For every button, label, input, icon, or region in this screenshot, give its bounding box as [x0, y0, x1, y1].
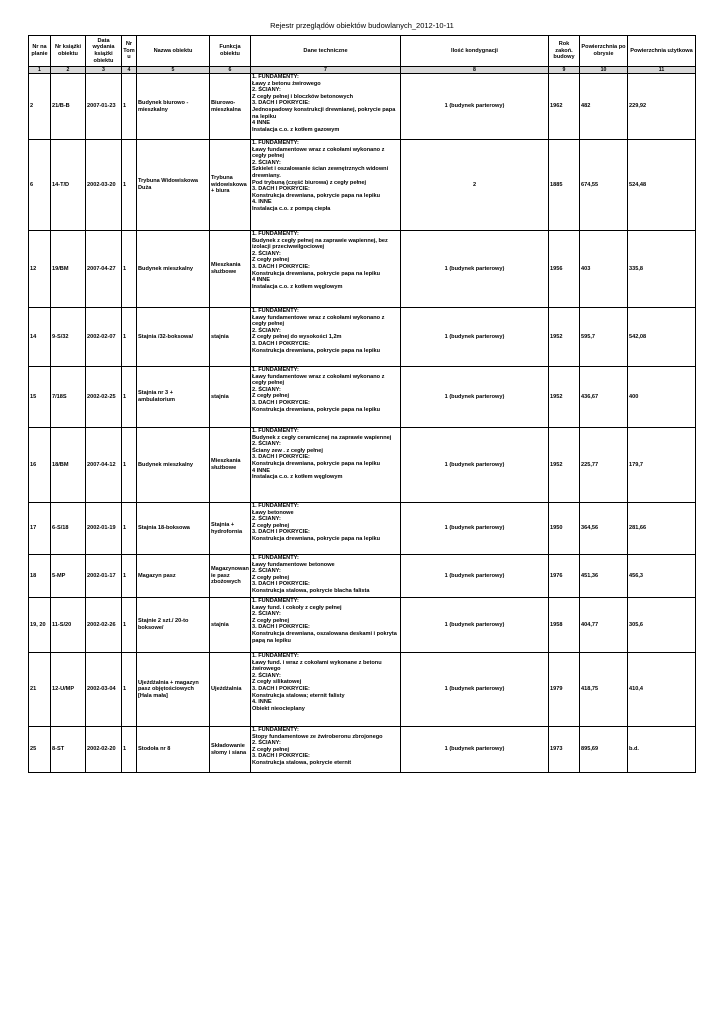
cell-plan-number: 25 [29, 727, 51, 773]
cell-issue-date: 2007-01-23 [86, 74, 122, 140]
header-row [29, 36, 696, 67]
table-row [29, 74, 696, 140]
col-number: 7 [251, 67, 401, 74]
cell-plan-number: 14 [29, 308, 51, 367]
cell-object-name: Trybuna Widowiskowa Duża [137, 140, 210, 231]
table-row [29, 503, 696, 555]
cell-build-year: 1952 [549, 428, 580, 503]
table-row [29, 140, 696, 231]
cell-volume: 1 [122, 653, 137, 727]
cell-area-outline: 225,77 [580, 428, 628, 503]
cell-book-number: 14-T/D [51, 140, 86, 231]
cell-build-year: 1950 [549, 503, 580, 555]
page-title: Rejestr przeglądów obiektów budowlanych_2012-10-11 [270, 21, 454, 30]
cell-area-outline: 436,67 [580, 367, 628, 428]
col-number: 11 [628, 67, 696, 74]
cell-book-number: 11-S/20 [51, 598, 86, 653]
cell-floors: 1 (budynek parterowy) [401, 555, 549, 598]
col-header: Data wydania książki obiektu [86, 36, 122, 67]
cell-object-function: Magazynowanie pasz zbożowych [210, 555, 251, 598]
cell-technical-data: 1. FUNDAMENTY: Budynek z cegły pełnej na zaprawie wapiennej, bez izolacji przeciwwilgociowej 2. ŚCIANY: Z cegły pełnej 3. DACH I POKRYCIE: Konstrukcja drewniana, pokrycie papa na lepiku 4 INNE Instalacja c.o. z kotłem węglowym [251, 231, 401, 308]
cell-floors: 1 (budynek parterowy) [401, 367, 549, 428]
cell-area-usable: b.d. [628, 727, 696, 773]
cell-technical-data: 1. FUNDAMENTY: Ławy betonowe 2. ŚCIANY: Z cegły pełnej 3. DACH I POKRYCIE: Konstrukcja drewniana, pokrycie papa na lepiku [251, 503, 401, 555]
cell-issue-date: 2002-03-04 [86, 653, 122, 727]
cell-issue-date: 2002-02-25 [86, 367, 122, 428]
cell-plan-number: 21 [29, 653, 51, 727]
cell-floors: 1 (budynek parterowy) [401, 727, 549, 773]
cell-build-year: 1958 [549, 598, 580, 653]
cell-book-number: 21/B-B [51, 74, 86, 140]
cell-area-usable: 305,6 [628, 598, 696, 653]
cell-object-function: Mieszkania służbowe [210, 231, 251, 308]
col-header: Ilość kondygnacji [401, 36, 549, 67]
cell-area-outline: 595,7 [580, 308, 628, 367]
table-row [29, 598, 696, 653]
col-number: 8 [401, 67, 549, 74]
cell-technical-data: 1. FUNDAMENTY: Ławy fundamentowe betonowe 2. ŚCIANY: Z cegły pełnej 3. DACH I POKRYCIE: Konstrukcja stalowa, pokrycie blacha falista [251, 555, 401, 598]
cell-plan-number: 17 [29, 503, 51, 555]
table-row [29, 428, 696, 503]
col-number: 3 [86, 67, 122, 74]
cell-object-function: stajnia [210, 598, 251, 653]
col-number: 2 [51, 67, 86, 74]
cell-area-outline: 404,77 [580, 598, 628, 653]
cell-object-name: Stajnia nr 3 + ambulatorium [137, 367, 210, 428]
cell-floors: 1 (budynek parterowy) [401, 428, 549, 503]
cell-floors: 1 (budynek parterowy) [401, 308, 549, 367]
cell-issue-date: 2002-03-20 [86, 140, 122, 231]
cell-technical-data: 1. FUNDAMENTY: Ławy fundamentowe wraz z cokołami wykonano z cegły pełnej 2. ŚCIANY: Z cegły pełnej 3. DACH I POKRYCIE: Konstrukcja drewniana, pokrycie papa na lepiku [251, 367, 401, 428]
cell-area-outline: 482 [580, 74, 628, 140]
cell-book-number: 8-ST [51, 727, 86, 773]
cell-object-name: Budynek biurowo - mieszkalny [137, 74, 210, 140]
cell-build-year: 1976 [549, 555, 580, 598]
cell-volume: 1 [122, 598, 137, 653]
cell-build-year: 1885 [549, 140, 580, 231]
cell-area-outline: 895,69 [580, 727, 628, 773]
cell-object-name: Stajnie 2 szt./ 20-to boksowe/ [137, 598, 210, 653]
cell-area-outline: 451,36 [580, 555, 628, 598]
cell-build-year: 1952 [549, 308, 580, 367]
cell-issue-date: 2007-04-27 [86, 231, 122, 308]
cell-floors: 1 (budynek parterowy) [401, 503, 549, 555]
cell-object-function: Ujeżdżalnia [210, 653, 251, 727]
cell-floors: 2 [401, 140, 549, 231]
cell-object-name: Stodoła nr 8 [137, 727, 210, 773]
cell-technical-data: 1. FUNDAMENTY: Ławy z betonu żwirowego 2. ŚCIANY: Z cegły pełnej i bloczków betonowych 3. DACH I POKRYCIE: Jednospadowy konstrukcji drewnianej, pokrycie papa na lepiku 4 INNE Instalacja c.o. z kotłem gazowym [251, 74, 401, 140]
cell-build-year: 1952 [549, 367, 580, 428]
cell-book-number: 7/18S [51, 367, 86, 428]
cell-object-name: Ujeżdżalnia + magazyn pasz objętościowych [Hala mała] [137, 653, 210, 727]
cell-object-function: Składowanie słomy i siana [210, 727, 251, 773]
cell-area-outline: 674,55 [580, 140, 628, 231]
cell-object-function: stajnia [210, 308, 251, 367]
cell-area-usable: 179,7 [628, 428, 696, 503]
col-number: 1 [29, 67, 51, 74]
col-header: Powierzchnia użytkowa [628, 36, 696, 67]
cell-book-number: 19/BM [51, 231, 86, 308]
col-number: 6 [210, 67, 251, 74]
cell-object-function: Stajnia + hydrofornia [210, 503, 251, 555]
cell-area-usable: 281,66 [628, 503, 696, 555]
cell-area-outline: 418,75 [580, 653, 628, 727]
col-header: Powierzchnia po obrysie [580, 36, 628, 67]
cell-object-name: Budynek mieszkalny [137, 428, 210, 503]
col-header: Nazwa obiektu [137, 36, 210, 67]
cell-area-usable: 335,8 [628, 231, 696, 308]
col-header: Nr książki obiektu [51, 36, 86, 67]
cell-book-number: 5-MP [51, 555, 86, 598]
register-table [28, 35, 696, 773]
col-number: 5 [137, 67, 210, 74]
cell-area-usable: 456,3 [628, 555, 696, 598]
col-header: Rok zakoń. budowy [549, 36, 580, 67]
col-header: Nr Tomu [122, 36, 137, 67]
cell-volume: 1 [122, 727, 137, 773]
cell-plan-number: 18 [29, 555, 51, 598]
cell-plan-number: 12 [29, 231, 51, 308]
col-header: Nr na planie [29, 36, 51, 67]
column-number-row [29, 67, 696, 74]
col-header: Funkcja obiektu [210, 36, 251, 67]
cell-build-year: 1979 [549, 653, 580, 727]
cell-plan-number: 2 [29, 74, 51, 140]
cell-area-outline: 403 [580, 231, 628, 308]
cell-object-function: Biurowo-mieszkalna [210, 74, 251, 140]
cell-floors: 1 (budynek parterowy) [401, 231, 549, 308]
table-row [29, 727, 696, 773]
cell-volume: 1 [122, 140, 137, 231]
col-number: 4 [122, 67, 137, 74]
cell-issue-date: 2002-02-20 [86, 727, 122, 773]
cell-technical-data: 1. FUNDAMENTY: Budynek z cegły ceramicznej na zaprawie wapiennej 2. ŚCIANY: Ściany zew . z cegły pełnej 3. DACH I POKRYCIE: Konstrukcja drewniana, pokrycie papa na lepiku 4 INNE Instalacja c.o. z kotłem węglowym [251, 428, 401, 503]
cell-volume: 1 [122, 367, 137, 428]
cell-build-year: 1962 [549, 74, 580, 140]
cell-build-year: 1973 [549, 727, 580, 773]
table-row [29, 308, 696, 367]
cell-object-function: Trybuna widowiskowa + biura [210, 140, 251, 231]
cell-volume: 1 [122, 231, 137, 308]
cell-issue-date: 2002-01-17 [86, 555, 122, 598]
cell-plan-number: 16 [29, 428, 51, 503]
table-row [29, 653, 696, 727]
table-row [29, 555, 696, 598]
cell-area-usable: 400 [628, 367, 696, 428]
cell-plan-number: 15 [29, 367, 51, 428]
cell-area-usable: 524,48 [628, 140, 696, 231]
cell-issue-date: 2007-04-12 [86, 428, 122, 503]
cell-book-number: 6-S/18 [51, 503, 86, 555]
cell-issue-date: 2002-02-26 [86, 598, 122, 653]
cell-issue-date: 2002-02-07 [86, 308, 122, 367]
cell-technical-data: 1. FUNDAMENTY: Ławy fund. i wraz z cokołami wykonane z betonu żwirowego 2. ŚCIANY: Z cegły silikatowej 3. DACH I POKRYCIE: Konstrukcja stalowa; eternit falisty 4. INNE Obiekt nieocieplany [251, 653, 401, 727]
cell-area-usable: 542,08 [628, 308, 696, 367]
cell-plan-number: 6 [29, 140, 51, 231]
cell-floors: 1 (budynek parterowy) [401, 653, 549, 727]
cell-book-number: 9-S/32 [51, 308, 86, 367]
cell-area-usable: 229,92 [628, 74, 696, 140]
cell-issue-date: 2002-01-19 [86, 503, 122, 555]
col-number: 9 [549, 67, 580, 74]
cell-volume: 1 [122, 308, 137, 367]
cell-object-name: Magazyn pasz [137, 555, 210, 598]
cell-build-year: 1956 [549, 231, 580, 308]
cell-technical-data: 1. FUNDAMENTY: Ławy fundamentowe wraz z cokołami wykonano z cegły pełnej 2. ŚCIANY: Z cegły pełnej do wysokości 1,2m 3. DACH I POKRYCIE: Konstrukcja drewniana, pokrycie papa na lepiku [251, 308, 401, 367]
cell-object-name: Stajnia /32-boksowa/ [137, 308, 210, 367]
table-row [29, 367, 696, 428]
cell-book-number: 12-U/MP [51, 653, 86, 727]
cell-technical-data: 1. FUNDAMENTY: Stopy fundamentowe ze żwiroberonu zbrojonego 2. ŚCIANY: Z cegły pełnej 3. DACH I POKRYCIE: Konstrukcja stalowa, pokrycie eternit [251, 727, 401, 773]
cell-area-outline: 364,56 [580, 503, 628, 555]
cell-volume: 1 [122, 74, 137, 140]
cell-area-usable: 410,4 [628, 653, 696, 727]
cell-object-function: Mieszkania służbowe [210, 428, 251, 503]
cell-object-name: Budynek mieszkalny [137, 231, 210, 308]
col-header: Dane techniczne [251, 36, 401, 67]
cell-plan-number: 19, 20 [29, 598, 51, 653]
cell-object-name: Stajnia 18-boksowa [137, 503, 210, 555]
cell-book-number: 18/BM [51, 428, 86, 503]
table-row [29, 231, 696, 308]
cell-volume: 1 [122, 503, 137, 555]
table-body [29, 74, 696, 773]
cell-volume: 1 [122, 428, 137, 503]
cell-floors: 1 (budynek parterowy) [401, 74, 549, 140]
cell-technical-data: 1. FUNDAMENTY: Ławy fundamentowe wraz z cokołami wykonano z cegły pełnej 2. ŚCIANY: Szkielet i oszalowanie ścian zewnętrznych widowni drewniany. Pod trybuną (część biurowa) z cegły pełnej 3. DACH I POKRYCIE: Konstrukcja drewniana, pokrycie papa na lepiku 4. INNE Instalacja c.o. z pompą ciepła [251, 140, 401, 231]
cell-floors: 1 (budynek parterowy) [401, 598, 549, 653]
col-number: 10 [580, 67, 628, 74]
cell-volume: 1 [122, 555, 137, 598]
cell-technical-data: 1. FUNDAMENTY: Ławy fund. i cokoły z cegły pełnej 2. ŚCIANY: Z cegły pełnej 3. DACH I POKRYCIE: Konstrukcja drewniana, oszalowana deskami i pokryta papą na lepiku [251, 598, 401, 653]
cell-object-function: stajnia [210, 367, 251, 428]
